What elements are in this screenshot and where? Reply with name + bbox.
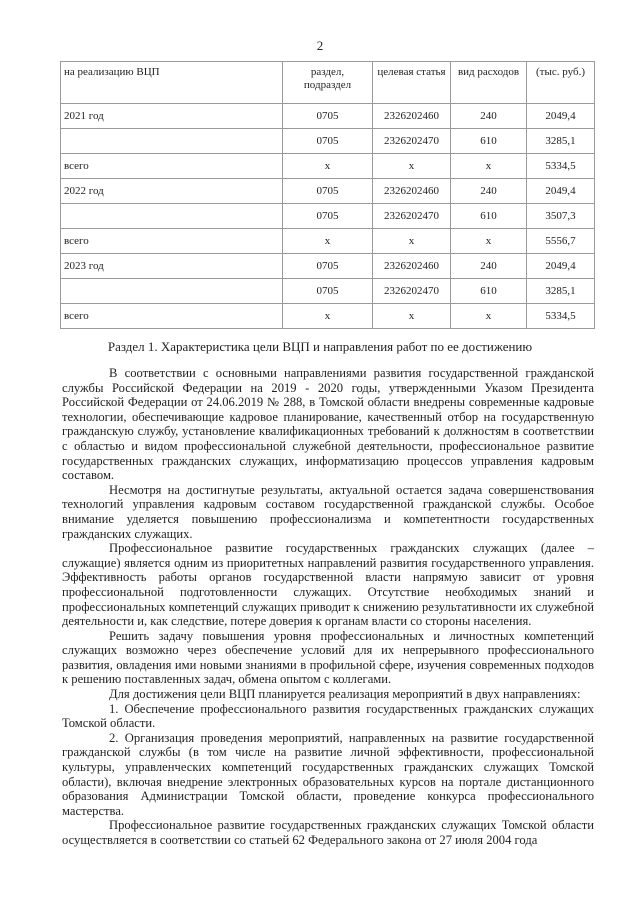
cell-expense-type: х xyxy=(451,229,527,254)
cell-amount: 5556,7 xyxy=(527,229,595,254)
header-cell-section: раздел, подраздел xyxy=(283,62,373,104)
cell-section: 0705 xyxy=(283,279,373,304)
cell-year xyxy=(61,204,283,229)
cell-section: 0705 xyxy=(283,179,373,204)
paragraph: Решить задачу повышения уровня профессиональных и личностных компетенций служащих возможно через обеспечение условий для их непрерывного профессионального развития, овладения ими новыми знаниями в профильной сфере, изучения современных подходов к решению поставленных задач, обмена опытом с коллегами. xyxy=(62,628,594,687)
table-row-total xyxy=(61,229,595,254)
table-row xyxy=(61,204,595,229)
header-cell-expense-type: вид расходов xyxy=(451,62,527,104)
header-cell-purpose: на реализацию ВЦП xyxy=(61,62,283,104)
cell-amount: 5334,5 xyxy=(527,154,595,179)
table-row xyxy=(61,104,595,129)
cell-total-label: всего xyxy=(61,154,283,179)
table-row-total xyxy=(61,304,595,329)
list-item: 1. Обеспечение профессионального развития государственных гражданских служащих Томской области. xyxy=(62,701,594,731)
cell-amount: 2049,4 xyxy=(527,254,595,279)
cell-expense-type: 610 xyxy=(451,204,527,229)
cell-expense-type: 610 xyxy=(451,279,527,304)
cell-section: х xyxy=(283,154,373,179)
paragraph: Для достижения цели ВЦП планируется реализация мероприятий в двух направлениях: xyxy=(109,687,581,702)
table-row xyxy=(61,129,595,154)
cell-amount: 5334,5 xyxy=(527,304,595,329)
table-row xyxy=(61,254,595,279)
cell-amount: 3285,1 xyxy=(527,129,595,154)
cell-year xyxy=(61,129,283,154)
cell-total-label: всего xyxy=(61,229,283,254)
table-row xyxy=(61,279,595,304)
table-row-total xyxy=(61,154,595,179)
cell-section: 0705 xyxy=(283,129,373,154)
header-cell-target-article: целевая статья xyxy=(373,62,451,104)
list-item: 2. Организация проведения мероприятий, направленных на развитие государственной гражданской службы (в том числе на развитие личной эффективности, профессиональной культуры, управленческих компетенций государственных гражданских служащих Томской области), включая внедрение электронных образовательных курсов на портале дистанционного образования Администрации Томской области, проведение конкурса профессионального мастерства. xyxy=(62,730,594,818)
paragraph: Профессиональное развитие государственных гражданских служащих Томской области осуществляется в соответствии со статьей 62 Федерального закона от 27 июля 2004 года xyxy=(62,818,594,847)
cell-year xyxy=(61,279,283,304)
cell-amount: 3507,3 xyxy=(527,204,595,229)
budget-table xyxy=(60,61,595,329)
cell-target-article: х xyxy=(373,304,451,329)
cell-expense-type: х xyxy=(451,154,527,179)
cell-total-label: всего xyxy=(61,304,283,329)
cell-expense-type: 240 xyxy=(451,104,527,129)
cell-year: 2023 год xyxy=(61,254,283,279)
cell-section: х xyxy=(283,229,373,254)
paragraph: Несмотря на достигнутые результаты, актуальной остается задача совершенствования технологий управления кадровым составом государственной гражданской службы. Особое внимание уделяется повышению профессионализма и компетентности государственных гражданских служащих. xyxy=(62,482,594,541)
cell-expense-type: 240 xyxy=(451,254,527,279)
table-row xyxy=(61,179,595,204)
cell-section: 0705 xyxy=(283,204,373,229)
cell-target-article: 2326202470 xyxy=(373,204,451,229)
cell-amount: 2049,4 xyxy=(527,104,595,129)
cell-year: 2022 год xyxy=(61,179,283,204)
cell-section: х xyxy=(283,304,373,329)
cell-amount: 3285,1 xyxy=(527,279,595,304)
paragraph: Профессиональное развитие государственных гражданских служащих (далее – служащие) является одним из приоритетных направлений развития государственного управления. Эффективность работы органов государственной власти напрямую зависит от уровня профессиональной подготовленности служащих. Отсутствие необходимых знаний и профессиональных компетенций служащих приводит к снижению результативности их служебной деятельности и, как следствие, потере доверия к органам власти со стороны населения. xyxy=(62,541,594,629)
cell-target-article: 2326202460 xyxy=(373,104,451,129)
section-title: Раздел 1. Характеристика цели ВЦП и направления работ по ее достижению xyxy=(107,339,533,354)
table-header-row xyxy=(61,62,595,104)
cell-target-article: 2326202460 xyxy=(373,254,451,279)
section-body xyxy=(62,366,594,848)
cell-expense-type: 610 xyxy=(451,129,527,154)
cell-target-article: 2326202470 xyxy=(373,129,451,154)
cell-target-article: х xyxy=(373,154,451,179)
cell-amount: 2049,4 xyxy=(527,179,595,204)
page-number: 2 xyxy=(316,38,324,53)
cell-target-article: 2326202470 xyxy=(373,279,451,304)
cell-section: 0705 xyxy=(283,254,373,279)
header-cell-amount: (тыс. руб.) xyxy=(527,62,595,104)
cell-target-article: 2326202460 xyxy=(373,179,451,204)
cell-year: 2021 год xyxy=(61,104,283,129)
cell-expense-type: 240 xyxy=(451,179,527,204)
paragraph: В соответствии с основными направлениями развития государственной гражданской службы Российской Федерации на 2019 - 2020 годы, утвержденными Указом Президента Российской Федерации от 24.06.2019 № 288, в Томской области внедрены современные кадровые технологии, обеспечивающие кадровое планирование, качественный отбор на государственную гражданскую службу, установление квалификационных требований к должностям в соответствии с областью и видом профессиональной служебной деятельности, профессиональное развитие государственных гражданских служащих, информатизацию процессов управления кадровым составом. xyxy=(62,366,594,483)
cell-section: 0705 xyxy=(283,104,373,129)
cell-expense-type: х xyxy=(451,304,527,329)
cell-target-article: х xyxy=(373,229,451,254)
